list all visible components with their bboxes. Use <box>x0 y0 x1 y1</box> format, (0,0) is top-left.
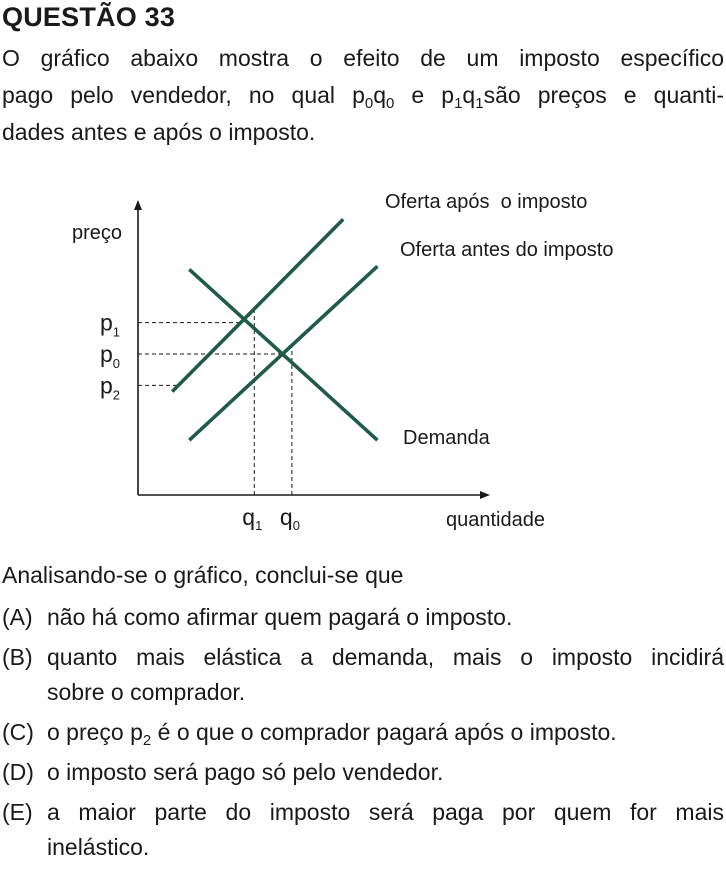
option-a[interactable] <box>2 600 724 635</box>
question-intro <box>2 40 724 151</box>
label-demand: Demanda <box>403 427 490 449</box>
option-text: inelástico. <box>47 834 150 860</box>
option-text: quanto mais elástica a demanda, mais o imposto incidirá <box>47 644 724 670</box>
answer-options <box>2 600 724 870</box>
intro-line-1: O gráfico abaixo mostra o efeito de um imposto específico <box>2 45 724 71</box>
option-e[interactable] <box>2 795 724 865</box>
option-letter: (B) <box>2 644 33 670</box>
series-labels <box>385 191 613 449</box>
question-title: QUESTÃO 33 <box>2 2 176 32</box>
y-marker-p0: $p_0$ <box>100 341 121 371</box>
option-b[interactable] <box>2 640 724 710</box>
series-lines <box>172 219 377 440</box>
intro-line-3: dades antes e após o imposto. <box>2 119 316 145</box>
intro-line-2: pago pelo vendedor, no qual $p_0q_0$ e $p_1q_1são$ preços e quanti- <box>2 82 724 112</box>
y-marker-p2: $p_2$ <box>100 372 121 403</box>
option-letter: (C) <box>2 719 34 745</box>
supply-demand-chart <box>0 188 726 538</box>
option-letter: (D) <box>2 759 34 785</box>
option-text: sobre o comprador. <box>47 679 246 705</box>
option-letter: (A) <box>2 604 33 630</box>
option-text: não há como afirmar quem pagará o imposto. <box>47 604 513 630</box>
y-marker-p1: $p_1$ <box>100 309 121 340</box>
x-marker-q0: $q_0$ <box>279 504 300 533</box>
y-axis-arrowhead <box>134 200 142 210</box>
guide-lines <box>138 309 292 495</box>
option-text: o imposto será pago só pelo vendedor. <box>47 759 444 785</box>
option-text: a maior parte do imposto será paga por quem for mais <box>47 799 724 825</box>
x-marker-q1: $q_1$ <box>242 504 263 533</box>
option-d[interactable] <box>2 755 724 790</box>
label-supply-after-tax: Oferta após o imposto <box>385 191 588 213</box>
x-axis-label: quantidade <box>446 509 545 531</box>
option-c[interactable] <box>2 715 724 750</box>
x-axis-arrowhead <box>480 491 490 499</box>
supply-after-tax-line <box>172 219 343 391</box>
question-lead: Analisando-se o gráfico, conclui-se que <box>2 562 404 588</box>
option-text: o preço $p_2$ é o que o comprador pagará após o imposto. <box>47 719 617 749</box>
label-supply-before-tax: Oferta antes do imposto <box>400 239 614 261</box>
option-letter: (E) <box>2 799 33 825</box>
y-axis-label: preço <box>72 222 123 244</box>
